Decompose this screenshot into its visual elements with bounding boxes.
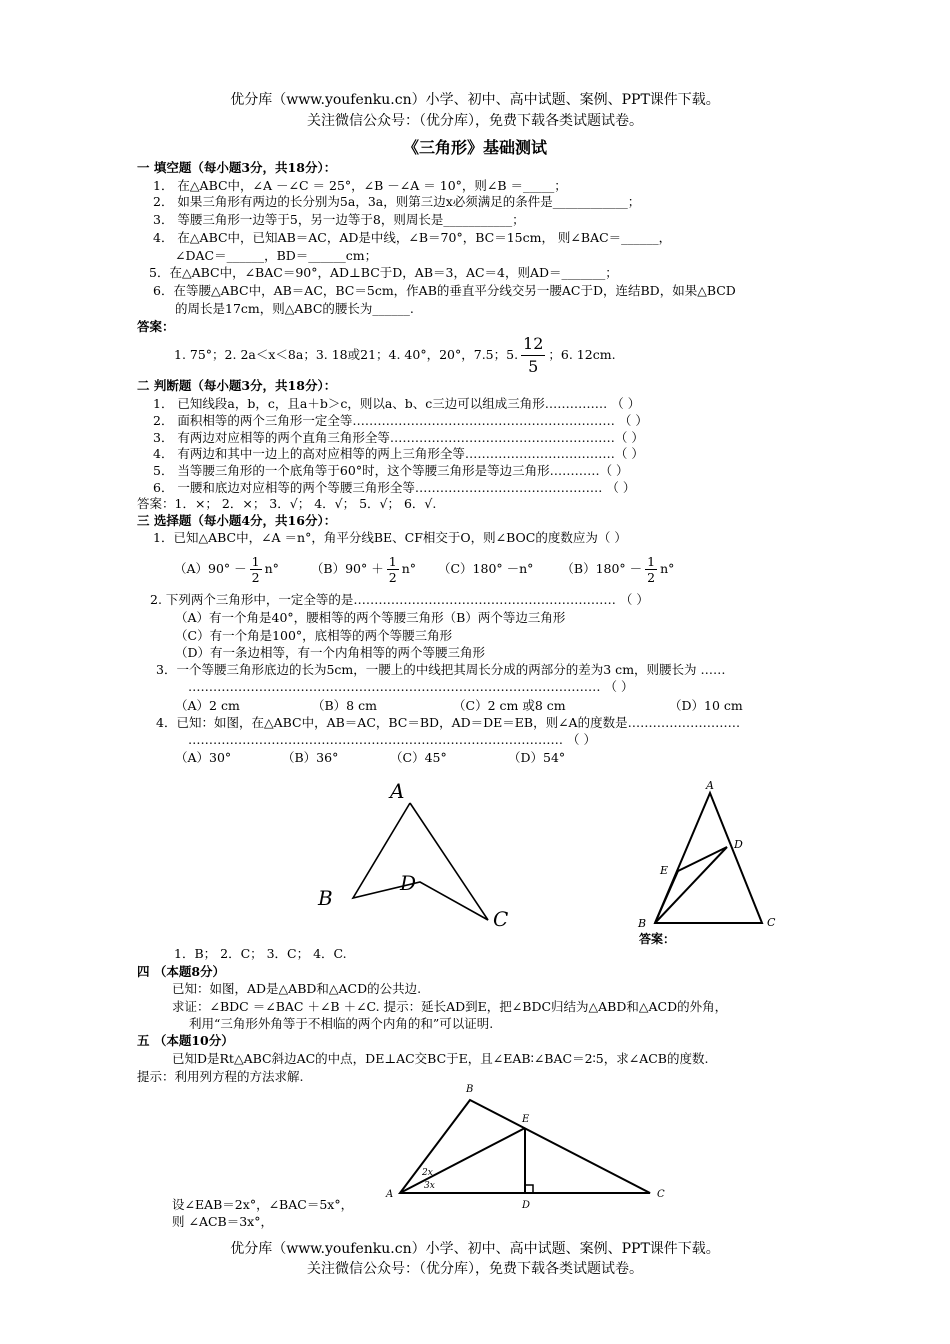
s3-q1-option-c: （C）180° －n° <box>437 561 534 576</box>
s3-question-4b: ……………………………………………………………………………… （ ） <box>188 732 596 747</box>
s3-question-3b: ……………………………………………………………………………………… （ ） <box>188 679 634 694</box>
figure-3-segment-ae <box>400 1128 525 1193</box>
s1-question-1: 1． 在△ABC中，∠A －∠C ＝ 25°，∠B －∠A ＝ 10°，则∠B ＝_____； <box>153 178 567 193</box>
s3-question-3a: 3．一个等腰三角形底边的长为5cm，一腰上的中线把其周长分成的两部分的差为3 cm，则腰长为 …… <box>156 662 726 677</box>
s1-question-3: 3． 等腰三角形一边等于5，另一边等于8，则周长是___________； <box>153 212 525 227</box>
s3-q2-option-ab: （A）有一个角是40°，腰相等的两个等腰三角形（B）两个等边三角形 <box>175 610 566 625</box>
s3-q4-option-a: （A）30° <box>175 750 232 765</box>
s2-item-5: 5． 当等腰三角形的一个底角等于60°时，这个等腰三角形是等边三角形…………（ ） <box>153 463 629 478</box>
section5-heading: 五 （本题10分） <box>137 1033 234 1048</box>
s3-answer-label: 答案： <box>639 932 676 946</box>
s4-line-2: 求证：∠BDC ＝∠BAC ＋∠B ＋∠C. 提示：延长AD到E，把∠BDC归结为△ABD和△ACD的外角， <box>172 999 728 1014</box>
s1-question-6a: 6．在等腰△ABC中，AB＝AC，BC＝5cm，作AB的垂直平分线交另一腰AC于D，连结BD，如果△BCD <box>153 283 736 298</box>
s1-question-2: 2． 如果三角形有两边的长分别为5a，3a，则第三边x必须满足的条件是____________； <box>153 194 641 209</box>
s2-answer: 答案：1．×； 2．×； 3．√； 4．√； 5．√； 6．√. <box>137 496 437 511</box>
s3-q3-option-c: （C）2 cm 或8 cm <box>453 698 566 713</box>
s3-answer: 1．B； 2．C； 3．C； 4．C. <box>174 946 347 961</box>
section1-heading: 一 填空题（每小题3分，共18分）： <box>137 160 337 175</box>
fig2-label-d: D <box>734 838 743 851</box>
fig3-label-e: E <box>522 1114 530 1125</box>
s3-q4-option-b: （B）36° <box>282 750 339 765</box>
fig2-label-e: E <box>660 864 669 877</box>
header-line-1: 优分库（www.youfenku.cn）小学、初中、高中试题、案例、PPT课件下载。 <box>230 92 720 108</box>
s3-question-2: 2. 下列两个三角形中，一定全等的是……………………………………………………… （ ） <box>150 592 649 607</box>
figure-1-concave-triangle <box>300 770 540 940</box>
s2-item-2: 2． 面积相等的两个三角形一定全等……………………………………………………… （ ） <box>153 413 648 428</box>
s3-q4-option-c: （C）45° <box>390 750 447 765</box>
s1-question-6b: 的周长是17cm，则△ABC的腰长为______. <box>175 301 414 316</box>
s3-question-4a: 4．已知：如图，在△ABC中，AB＝AC，BC＝BD，AD＝DE＝EB，则∠A的度数是……………………… <box>156 715 741 730</box>
figure-2-segment-bd <box>655 847 727 923</box>
fig3-label-b: B <box>466 1084 474 1095</box>
figure-3-right-triangle <box>380 1078 680 1218</box>
fig1-label-b: B <box>318 886 333 910</box>
figure-2-isosceles-triangle <box>630 775 790 935</box>
fig3-label-a: A <box>386 1189 394 1200</box>
s1-answer-part1: 1. 75°；2. 2a＜x＜8a；3. 18或21；4. 40°，20°，7.5；5. <box>174 347 519 362</box>
fig1-label-d: D <box>400 871 417 895</box>
s2-item-3: 3． 有两边对应相等的两个直角三角形全等………………………………………………（ ） <box>153 430 644 445</box>
fig1-label-c: C <box>493 907 509 931</box>
s1-answer-part2: ；6. 12cm. <box>548 347 616 362</box>
footer-line-1: 优分库（www.youfenku.cn）小学、初中、高中试题、案例、PPT课件下载。 <box>230 1241 720 1257</box>
fig3-angle-2x: 2x <box>422 1168 433 1178</box>
page-title: 《三角形》基础测试 <box>402 138 547 157</box>
s1-question-5: 5．在△ABC中，∠BAC＝90°，AD⊥BC于D，AB＝3，AC＝4，则AD＝_______； <box>149 265 618 280</box>
s3-q3-option-d: （D）10 cm <box>669 698 743 713</box>
s1-answer-label: 答案： <box>137 319 175 334</box>
s1-answer-line <box>174 333 616 377</box>
s3-q1-option-a: （A）90° － $\frac{1}{2}$ n° <box>174 554 279 585</box>
footer-line-2: 关注微信公众号：（优分库），免费下载各类试题试卷。 <box>307 1261 643 1277</box>
s3-q2-option-d: （D）有一条边相等，有一个内角相等的两个等腰三角形 <box>175 645 486 660</box>
fig2-label-c: C <box>767 916 776 929</box>
s2-item-1: 1． 已知线段a，b，c，且a＋b＞c，则以a、b、c三边可以组成三角形…………… （ ） <box>153 396 641 411</box>
s3-q3-option-a: （A）2 cm <box>175 698 240 713</box>
section2-heading: 二 判断题（每小题3分，共18分）： <box>137 378 337 393</box>
section4-heading: 四 （本题8分） <box>137 964 226 979</box>
s3-q4-option-d: （D）54° <box>508 750 566 765</box>
s5-solution-1: 设∠EAB＝2x°，∠BAC＝5x°， <box>172 1197 354 1212</box>
s2-item-6: 6． 一腰和底边对应相等的两个等腰三角形全等……………………………………… （ ） <box>153 480 636 495</box>
s5-hint: 提示：利用列方程的方法求解. <box>137 1069 304 1084</box>
s3-q2-option-c: （C）有一个角是100°，底相等的两个等腰三角形 <box>175 628 453 643</box>
section3-heading: 三 选择题（每小题4分，共16分）： <box>137 513 337 528</box>
s5-line-1: 已知D是Rt△ABC斜边AC的中点，DE⊥AC交BC于E，且∠EAB∶∠BAC＝2∶5，求∠ACB的度数. <box>172 1051 709 1066</box>
header-line-2: 关注微信公众号：（优分库），免费下载各类试题试卷。 <box>307 113 643 129</box>
figure-2-triangle-abc <box>655 793 762 923</box>
s3-q1-option-d: （B）180° － $\frac{1}{2}$ n° <box>561 554 675 585</box>
s1-question-4a: 4． 在△ABC中，已知AB＝AC，AD是中线，∠B＝70°，BC＝15cm， 则∠BAC＝______， <box>153 230 672 245</box>
s4-line-3: 利用“三角形外角等于不相临的两个内角的和”可以证明. <box>189 1016 494 1031</box>
s3-q3-option-b: （B）8 cm <box>312 698 377 713</box>
s2-item-4: 4． 有两边和其中一边上的高对应相等的两上三角形全等………………………………（ ） <box>153 446 644 461</box>
s3-q1-options <box>174 548 674 590</box>
figure-1-outline <box>353 803 488 920</box>
fig3-label-c: C <box>657 1189 665 1200</box>
s1-answer-fraction <box>521 333 545 378</box>
figure-2-segment-eb <box>655 871 678 923</box>
fig3-label-d: D <box>522 1200 531 1211</box>
fig1-label-a: A <box>390 779 405 803</box>
s3-question-1: 1．已知△ABC中，∠A ＝n°，角平分线BE、CF相交于O，则∠BOC的度数应为（ ） <box>153 530 627 545</box>
fraction-numerator: 12 <box>521 333 545 356</box>
s5-solution-2: 则 ∠ACB＝3x°， <box>172 1214 273 1229</box>
s1-question-4b: ∠DAC＝______，BD＝______cm； <box>175 248 378 263</box>
fraction-denominator: 5 <box>528 357 539 376</box>
figure-3-right-angle-mark <box>525 1185 533 1193</box>
fig2-label-b: B <box>638 917 647 930</box>
s3-q1-option-b: （B）90° ＋ $\frac{1}{2}$ n° <box>310 554 416 585</box>
fig2-label-a: A <box>706 779 714 792</box>
s4-line-1: 已知：如图，AD是△ABD和△ACD的公共边. <box>172 981 422 996</box>
fig3-angle-3x: 3x <box>424 1181 435 1191</box>
